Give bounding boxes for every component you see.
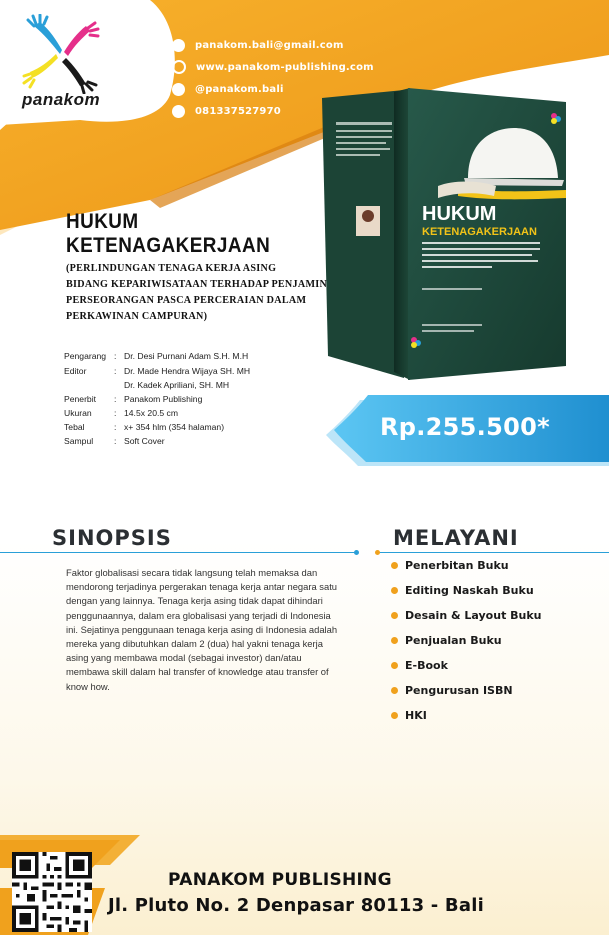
brand-name: panakom — [22, 90, 101, 109]
sinopsis-line: dengan yang lainnya. Tenaga kerja asing tidak dapat dihindari — [66, 595, 323, 607]
price-label: Rp.255.500* — [380, 413, 550, 441]
sinopsis-line: asing yang membawa modal (sebagai investor) dan/atau — [66, 652, 302, 664]
sinopsis-text — [66, 566, 358, 694]
instagram-icon — [172, 83, 185, 96]
sinopsis-line: mereka yang dibutuhkan dalam 2 (dua) hal yakni tenaga kerja — [66, 638, 323, 650]
bullet-icon — [391, 562, 398, 569]
book-cover-image — [318, 88, 602, 380]
detail-row-publisher: Penerbit : Panakom Publishing — [64, 394, 203, 404]
service-item: Penjualan Buku — [391, 634, 502, 647]
bullet-icon — [391, 712, 398, 719]
bullet-icon — [391, 612, 398, 619]
publisher-address: Jl. Pluto No. 2 Denpasar 80113 - Bali — [108, 895, 484, 916]
melayani-heading: MELAYANI — [393, 526, 519, 550]
service-item: E-Book — [391, 659, 448, 672]
sinopsis-line: mendorong terjadinya pergerakan tenaga kerja antar negara satu — [66, 581, 338, 593]
book-title-line-2: KETENAGAKERJAAN — [66, 234, 271, 257]
detail-row-editor-2: Dr. Kadek Apriliani, SH. MH — [124, 380, 230, 390]
publisher-name: PANAKOM PUBLISHING — [168, 870, 392, 890]
contact-email[interactable]: panakom.bali@gmail.com — [172, 37, 344, 53]
detail-row-pages: Tebal : x+ 354 hlm (354 halaman) — [64, 422, 225, 432]
service-item: HKI — [391, 709, 427, 722]
sinopsis-line: Faktor globalisasi secara tidak langsung telah memaksa dan — [66, 567, 318, 578]
qr-code-icon[interactable] — [12, 852, 92, 932]
detail-row-cover: Sampul : Soft Cover — [64, 436, 165, 446]
bullet-icon — [391, 662, 398, 669]
service-item: Pengurusan ISBN — [391, 684, 513, 697]
detail-row-author: Pengarang : Dr. Desi Purnani Adam S.H. M.H — [64, 351, 249, 361]
bullet-icon — [391, 637, 398, 644]
service-item: Editing Naskah Buku — [391, 584, 534, 597]
sinopsis-line: membawa skill dalam hal transfer of knowledge atau transfer of — [66, 666, 329, 678]
detail-row-editor: Editor : Dr. Made Hendra Wijaya SH. MH — [64, 366, 251, 376]
bullet-icon — [391, 587, 398, 594]
book-subtitle-line: (PERLINDUNGAN TENAGA KERJA ASING — [66, 262, 277, 274]
panakom-logo-icon — [22, 14, 102, 94]
service-item: Desain & Layout Buku — [391, 609, 542, 622]
sinopsis-heading: SINOPSIS — [52, 526, 172, 550]
sinopsis-line: ini. Sejatinya penggunaan tenaga kerja asing di Indonesia adalah — [66, 623, 338, 635]
sinopsis-line: penggunaannya, dalam era globalisasi yang terjadi di Indonesia — [66, 609, 331, 621]
bullet-icon — [391, 687, 398, 694]
book-subtitle-line: BIDANG KEPARIWISATAAN TERHADAP PENJAMIN — [66, 278, 328, 290]
cover-title-1: HUKUM — [422, 203, 497, 225]
sinopsis-line: know how. — [66, 680, 110, 692]
web-icon — [172, 60, 186, 74]
book-subtitle-line: PERKAWINAN CAMPURAN) — [66, 310, 208, 322]
service-item: Penerbitan Buku — [391, 559, 509, 572]
detail-row-size: Ukuran : 14.5x 20.5 cm — [64, 408, 178, 418]
melayani-divider — [378, 552, 609, 553]
sinopsis-divider — [0, 552, 356, 553]
book-title-line-1: HUKUM — [66, 210, 139, 233]
email-icon — [172, 39, 185, 52]
book-subtitle-line: PERSEORANGAN PASCA PERCERAIAN DALAM — [66, 294, 307, 306]
phone-icon — [172, 105, 185, 118]
contact-instagram[interactable]: @panakom.bali — [172, 81, 284, 97]
contact-website[interactable]: www.panakom-publishing.com — [172, 59, 374, 75]
cover-title-2: KETENAGAKERJAAN — [422, 226, 537, 238]
contact-phone[interactable]: 081337527970 — [172, 103, 281, 119]
